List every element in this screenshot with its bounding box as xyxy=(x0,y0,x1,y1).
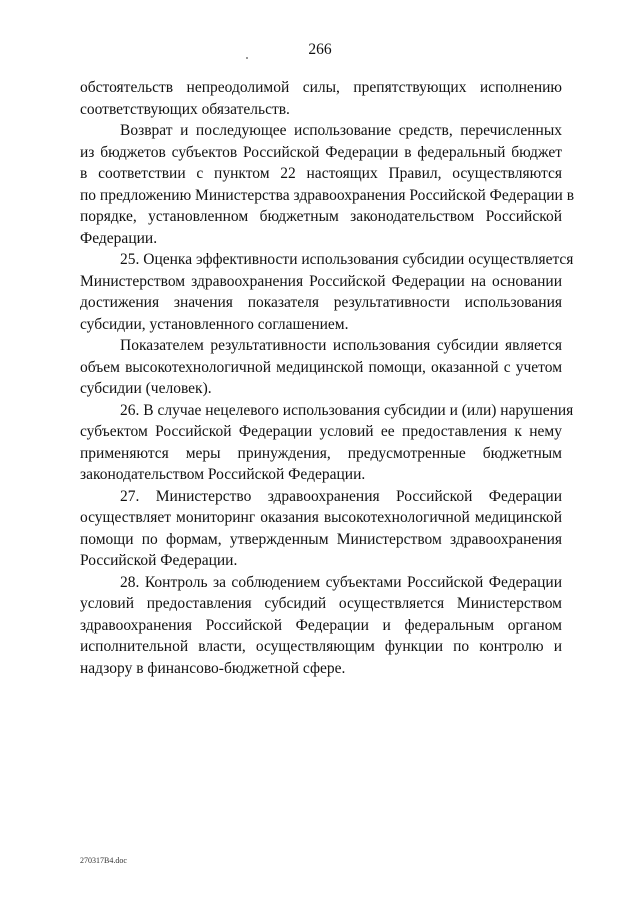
text-line: здравоохранения Российской Федерации и федеральным органом xyxy=(80,616,562,634)
page-number: 266 xyxy=(308,41,332,58)
paragraph xyxy=(80,249,574,335)
text-line: 28. Контроль за соблюдением субъектами Российской Федерации xyxy=(120,573,562,591)
text-line: в соответствии с пунктом 22 настоящих Правил, осуществляются xyxy=(80,165,562,182)
text-line: законодательством Российской Федерации. xyxy=(80,466,366,483)
text-line: Российской Федерации. xyxy=(80,552,238,569)
scan-speck xyxy=(246,57,248,59)
text-line: субъектом Российской Федерации условий ее предоставления к нему xyxy=(80,423,562,440)
paragraph xyxy=(80,120,575,249)
text-line: достижения значения показателя результативности использования xyxy=(80,294,562,311)
text-line: 25. Оценка эффективности использования субсидии осуществляется xyxy=(120,251,574,268)
paragraph xyxy=(80,335,562,400)
text-line: объем высокотехнологичной медицинской помощи, оказанной с учетом xyxy=(80,358,562,376)
text-line: Показателем результативности использования субсидии является xyxy=(120,337,562,354)
document-body xyxy=(80,77,575,679)
text-line: Возврат и последующее использование средств, перечисленных xyxy=(120,122,562,139)
text-line: условий предоставления субсидий осуществляется Министерством xyxy=(80,595,562,612)
text-line: 27. Министерство здравоохранения Российской Федерации xyxy=(120,487,562,505)
text-line: надзору в финансово-бюджетной сфере. xyxy=(80,659,346,677)
text-line: субсидии (человек). xyxy=(80,380,212,397)
text-line: Федерации. xyxy=(80,229,158,247)
text-line: Министерством здравоохранения Российской Федерации на основании xyxy=(80,272,562,290)
text-line: субсидии, установленного соглашением. xyxy=(80,315,349,333)
paragraph xyxy=(80,400,574,486)
paragraph xyxy=(80,77,562,120)
text-line: порядке, установленном бюджетным законодательством Российской xyxy=(80,208,562,225)
text-line: из бюджетов субъектов Российской Федерации в федеральный бюджет xyxy=(80,143,562,161)
document-filename: 270317В4.doc xyxy=(80,856,127,865)
text-line: применяются меры принуждения, предусмотренные бюджетным xyxy=(80,444,562,462)
paragraph xyxy=(80,486,562,572)
text-line: помощи по формам, утвержденным Министерством здравоохранения xyxy=(80,530,562,548)
paragraph xyxy=(80,572,562,680)
text-line: исполнительной власти, осуществляющим функции по контролю и xyxy=(80,638,562,655)
text-line: соответствующих обязательств. xyxy=(80,100,290,118)
text-line: 26. В случае нецелевого использования субсидии и (или) нарушения xyxy=(120,401,574,419)
text-line: по предложению Министерства здравоохранения Российской Федерации в xyxy=(80,186,575,204)
text-line: осуществляет мониторинг оказания высокотехнологичной медицинской xyxy=(80,509,562,526)
text-line: обстоятельств непреодолимой силы, препятствующих исполнению xyxy=(80,79,562,96)
